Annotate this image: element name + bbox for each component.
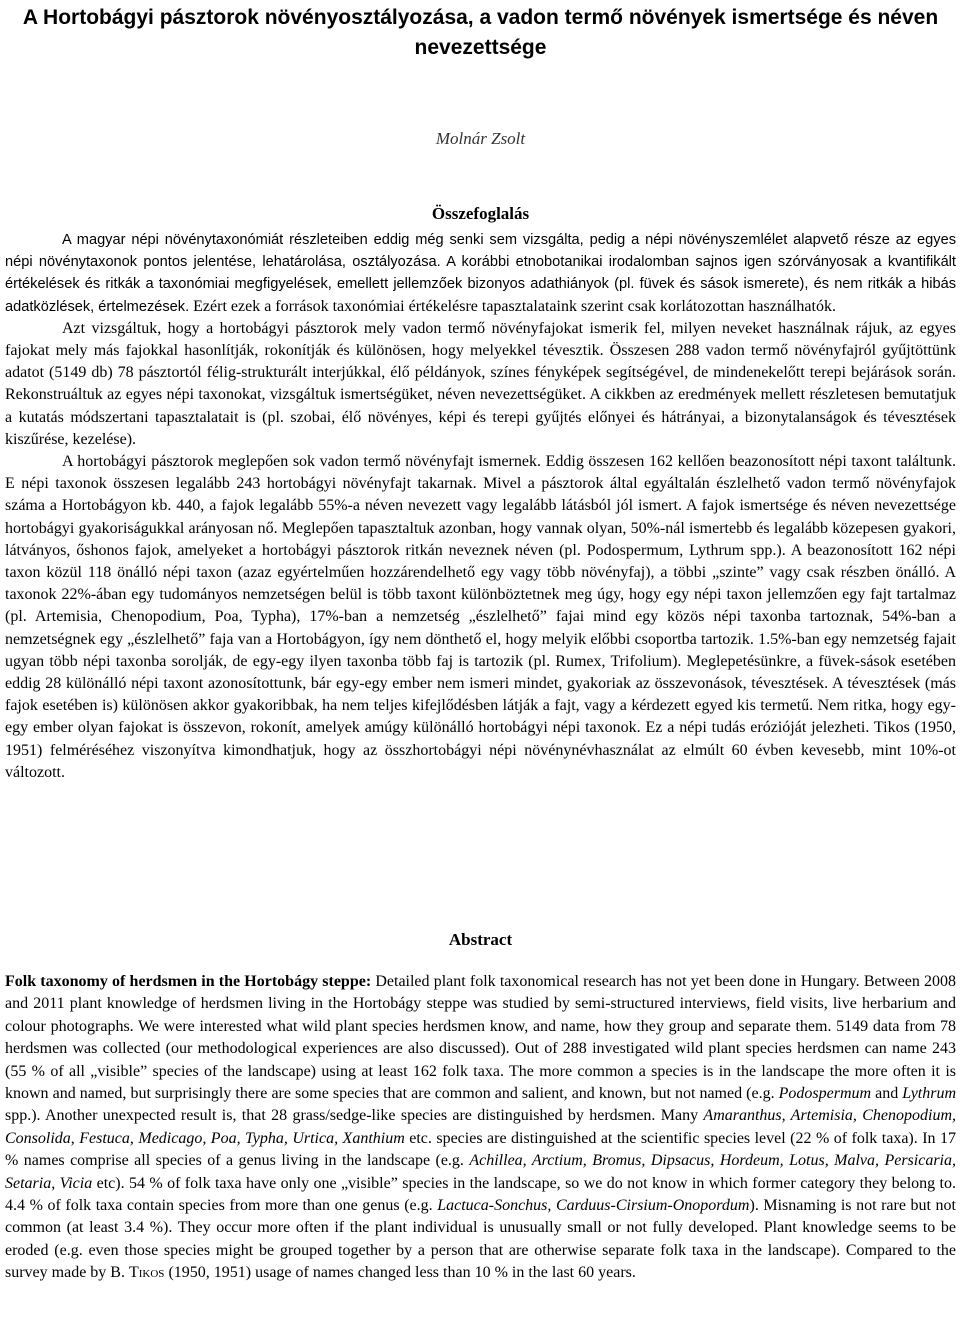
abstract-genus-1: Podospermum bbox=[778, 1085, 872, 1103]
summary-heading: Összefoglalás bbox=[431, 204, 530, 223]
abstract-text-6: ). Misnaming is not rare but not common (at least 3.4 %). They occur more often if the plant individual is unusually small or not fully developed. Plant knowledge seems to be eroded (e.g. even those species might be grouped together by a person that are otherwise separate folk taxa in the landscape). Compared to the survey made by B. bbox=[5, 1197, 957, 1282]
abstract-genera-3: Amaranthus, Artemisia, Chenopodium, Consolida, Festuca, Medicago, Poa, Typha, Urtica, Xanthium bbox=[5, 1107, 957, 1147]
abstract-genera-4: Achillea, Arctium, Bromus, Dipsacus, Hordeum, Lotus, Malva, Persicaria, Setaria, Vicia bbox=[5, 1152, 956, 1192]
author-name: Molnár Zsolt bbox=[435, 129, 526, 148]
summary-p1-sentence-c: Ezért ezek a források taxonómiai értékelésre tapasztalataink szerint csak korlátozottan használhatók. bbox=[189, 297, 836, 315]
summary-p1-sentence-b: A korábbi etnobotanikai irodalomban sajnos igen szórványosak a kvantifikált értékelések és ritkák a taxonómiai megfigyelések, emellett jellemzőek bizonyos adathiányok (pl. füvek és sások ismerete), és nem ritkák a hibás adatközlések, értelmezések. bbox=[5, 254, 956, 315]
abstract-paragraph bbox=[5, 971, 956, 1285]
abstract-heading: Abstract bbox=[448, 930, 513, 949]
paper-title: A Hortobágyi pásztorok növényosztályozása, a vadon termő növények ismertsége és néven nevezettsége bbox=[22, 6, 939, 59]
summary-paragraph-2: Azt vizsgáltuk, hogy a hortobágyi pásztorok mely vadon termő növényfajokat ismerik fel, milyen neveket használnak rájuk, az egyes fajokat mely más fajokkal hasonlítják, rokonítják és különösen, hogy melyekkel tévesztik. Összesen 288 vadon termő növényfajról gyűjtöttünk adatot (5149 db) 78 pásztortól félig-strukturált interjúkkal, élő példányok, színes fényképek segítségével, de mindenekelőtt terepi bejárások során. Rekonstruáltuk az egyes népi taxonokat, vizsgáltuk ismertségüket, néven nevezettségüket. A cikkben az eredmények mellett részletesen bemutatjuk a kutatás módszertani tapasztalatait is (pl. szobai, élő növényes, képi és terepi gyűjtés előnyei és hátrányai, a bizonytalanságok és tévesztések kiszűrése, kezelése). bbox=[5, 319, 956, 448]
abstract-author-tikos: Tikos bbox=[128, 1264, 165, 1282]
summary-body bbox=[5, 229, 956, 784]
abstract-text-3: spp.). Another unexpected result is, that 28 grass/sedge-like species are distinguished by herdsmen. Many bbox=[5, 1107, 704, 1125]
abstract-text-4: etc. species are distinguished at the scientific species level (22 % of folk taxa). In 17 % names comprise all species of a genus living in the landscape (e.g. bbox=[5, 1129, 957, 1170]
abstract-text-7: (1950, 1951) usage of names changed less than 10 % in the last 60 years. bbox=[164, 1264, 636, 1282]
abstract-genera-5: Lactuca-Sonchus, Carduus-Cirsium-Onopordum bbox=[437, 1197, 750, 1215]
abstract-body bbox=[5, 971, 956, 1285]
abstract-lead: Folk taxonomy of herdsmen in the Hortobágy steppe: bbox=[5, 973, 372, 990]
summary-paragraph-1 bbox=[5, 229, 956, 318]
summary-p1-sentence-a: A magyar népi növénytaxonómiát részleteiben eddig még senki sem vizsgálta, pedig a népi növényszemlélet alapvető része az egyes népi növénytaxonok pontos jelentése, lehatárolása, osztályozása. bbox=[5, 232, 956, 271]
abstract-text-1: Detailed plant folk taxonomical research has not yet been done in Hungary. Between 2008 and 2011 plant knowledge of herdsmen living in the Hortobágy steppe was studied by semi-structured interviews, field visits, live herbarium and colour photographs. We were interested what wild plant species herdsmen know, and name, how they group and separate them. 5149 data from 78 herdsmen was collected (our methodological experiences are also discussed). Out of 288 investigated wild plant species herdsmen can name 243 (55 % of all „visible” species of the landscape) using at least 162 folk taxa. The more common a species is in the landscape the more often it is known and named, but surprisingly there are some species that are common and salient, and known, but not named (e.g. bbox=[5, 973, 957, 1103]
abstract-genus-2: Lythrum bbox=[902, 1085, 957, 1103]
abstract-text-2: and bbox=[871, 1085, 903, 1103]
abstract-text-5: etc). 54 % of folk taxa have only one „visible” species in the landscape, so we do not know in which former category they belong to. 4.4 % of folk taxa contain species from more than one genus (e.g. bbox=[5, 1174, 957, 1215]
summary-paragraph-3: A hortobágyi pásztorok meglepően sok vadon termő növényfajt ismernek. Eddig összesen 162 kellően beazonosított népi taxont találtunk. E népi taxonok összesen legalább 243 hortobágyi növényfajt takarnak. Mivel a pásztorok által egyáltalán észlelhető vadon termő növényfajok száma a Hortobágyon kb. 440, a fajok legalább 55%-a néven nevezett vagy legalább látásból jól ismert. A fajok ismertsége és néven nevezettsége hortobágyi gyakoriságukkal arányosan nő. Meglepően tapasztaltuk azonban, hogy vannak olyan, 50%-nál ismertebb és legalább közepesen gyakori, látványos, őshonos fajok, amelyeket a hortobágyi pásztorok ritkán neveznek néven (pl. Podospermum, Lythrum spp.). A beazonosított 162 népi taxon közül 118 önálló népi taxon (azaz egyértelműen hozzárendelhető egy vagy több növényfaj), a többi „szinte” vagy csak részben önálló. A taxonok 22%-ában egy tudományos nemzetségen belül is több taxont különböztetnek meg úgy, hogy egy népi taxon jellemzően egy fajt tartalmaz (pl. Artemisia, Chenopodium, Poa, Typha), 17%-ban a nemzetség „észlelhető” fajai mind egy közös népi taxonba tartoznak, 54%-ban a nemzetségnek egy „észlelhető” faja van a Hortobágyon, így nem dönthető el, hogy melyik előbbi csoportba tartozik. 1.5%-ban egy nemzetség fajait ugyan több népi taxonba sorolják, de egy-egy ilyen taxonba több faj is tartozik (pl. Rumex, Trifolium). Meglepetésünkre, a füvek-sások esetében eddig 28 különálló népi taxont azonosítottunk, bár egy-egy ember nem ismeri mindet, gyakoriak az összevonások, tévesztések. A tévesztések (más fajok esetében is) különösen akkor gyakoribbak, ha nem teljes kifejlődésben látják a fajt, vagy a kérdezett egyed kis termetű. Nem ritka, hogy egy-egy ember olyan fajokat is összevon, rokonít, amelyek amúgy különálló hortobágyi népi taxonok. Ez a népi tudás erózióját jelezheti. Tikos (1950, 1951) felméréséhez viszonyítva kimondhatjuk, hogy az összhortobágyi népi növénynévhasználat az elmúlt 60 évben kevesebb, mint 10%-ot változott. bbox=[5, 453, 956, 781]
paper-page bbox=[5, 0, 957, 1282]
